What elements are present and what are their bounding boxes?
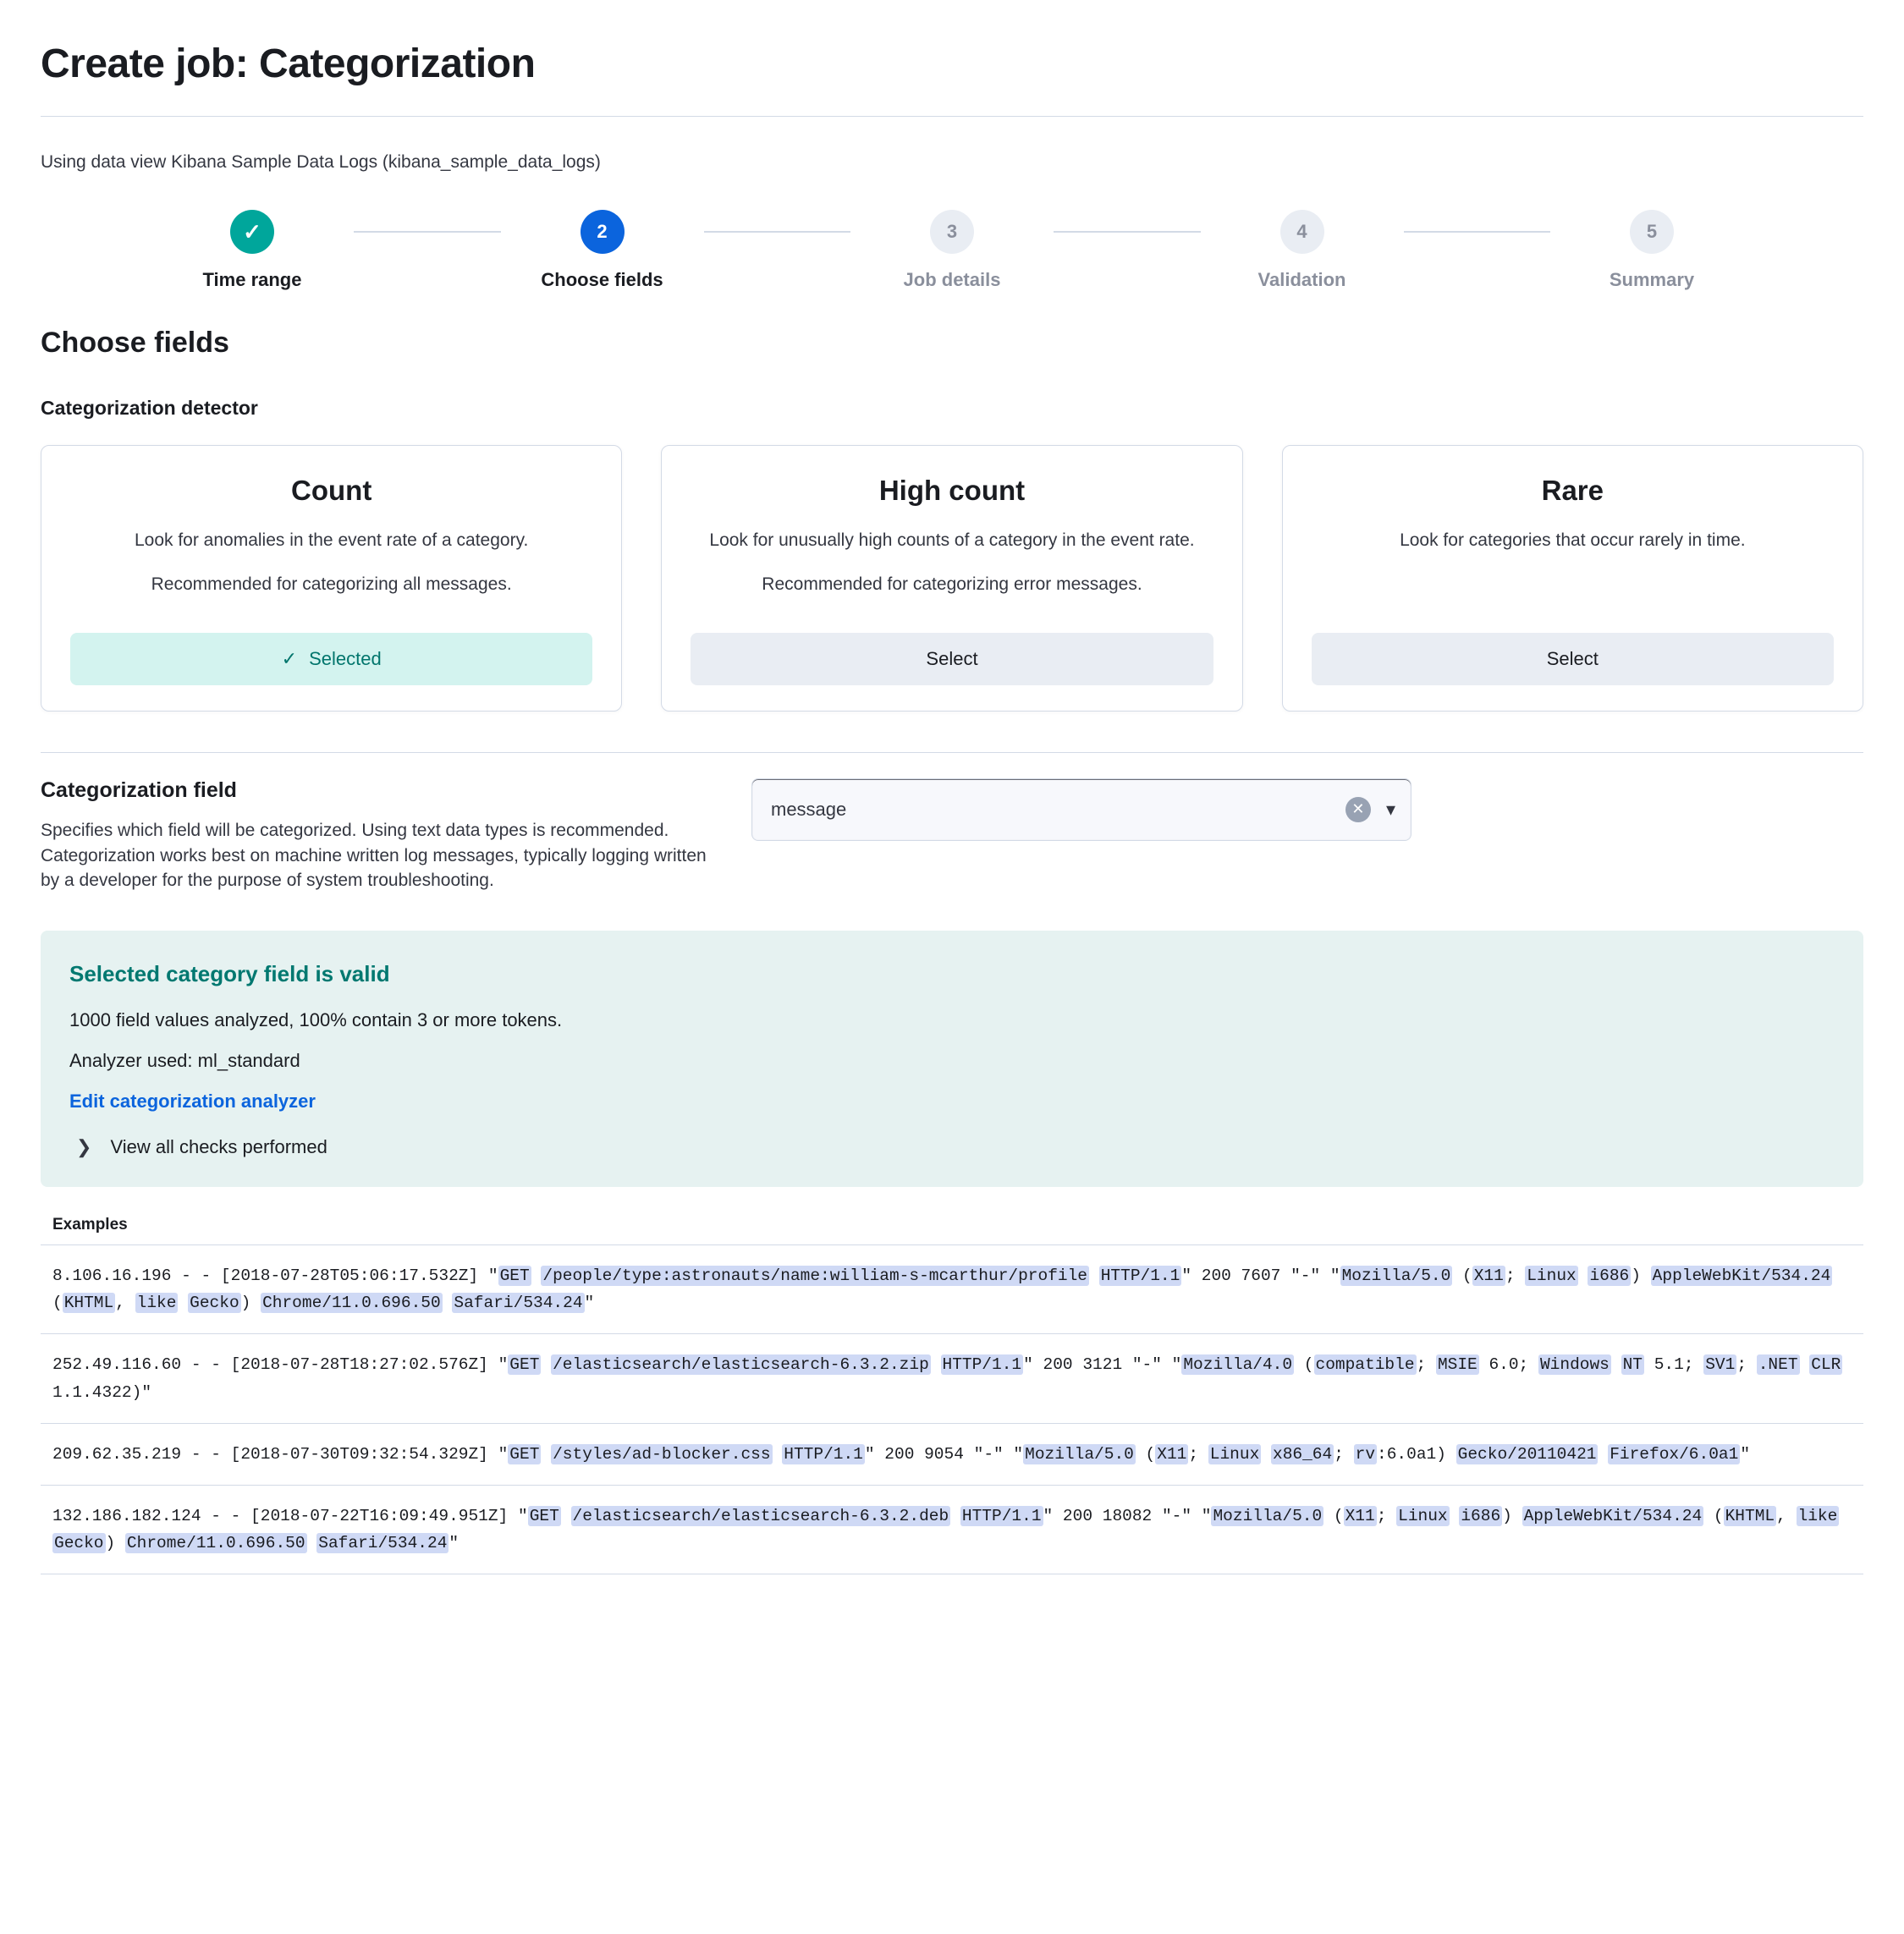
- card-description: Look for unusually high counts of a category in the event rate.: [709, 530, 1195, 550]
- select-count-button-label: Selected: [309, 647, 382, 669]
- categorization-field-help: Specifies which field will be categorized. Using text data types is recommended. Categorization works best on machine written log messages, typically logging written by a developer for the purpose of system troubleshooting.: [41, 820, 707, 891]
- token-highlight: Safari/534.24: [454, 1294, 583, 1313]
- token-plain: [1450, 1507, 1460, 1525]
- card-recommendation: Recommended for categorizing error messages.: [762, 574, 1142, 595]
- token-plain: [178, 1294, 188, 1312]
- token-highlight: GET: [529, 1506, 559, 1525]
- token-plain: ): [240, 1294, 261, 1313]
- token-highlight: Linux: [1209, 1444, 1260, 1464]
- categorization-field-select[interactable]: [751, 778, 1411, 841]
- token-plain: ): [105, 1534, 125, 1553]
- token-highlight: like: [136, 1294, 177, 1313]
- token-plain: (: [1135, 1444, 1156, 1464]
- token-highlight: Gecko: [190, 1294, 239, 1313]
- card-spacer: [1312, 573, 1834, 617]
- token-highlight: GET: [509, 1444, 540, 1464]
- token-highlight: Firefox/6.0a1: [1610, 1444, 1739, 1464]
- stepper-step-label: Time range: [202, 269, 302, 290]
- detector-card-rare[interactable]: [1282, 445, 1863, 712]
- stepper-connector: [1404, 231, 1551, 233]
- token-plain: [1611, 1355, 1621, 1374]
- stepper-connector: [354, 231, 501, 233]
- view-all-checks-label: View all checks performed: [110, 1136, 327, 1158]
- token-plain: :6.0a1): [1377, 1444, 1456, 1464]
- example-row: [41, 1486, 1863, 1574]
- token-highlight: X11: [1345, 1506, 1375, 1525]
- token-plain: ,: [1776, 1506, 1797, 1525]
- token-plain: ): [1502, 1506, 1522, 1525]
- token-plain: ;: [1188, 1444, 1208, 1464]
- token-highlight: Linux: [1527, 1266, 1577, 1286]
- token-plain: ;: [1505, 1266, 1526, 1286]
- token-highlight: Windows: [1539, 1355, 1610, 1375]
- token-plain: [541, 1355, 551, 1374]
- token-plain: (: [52, 1294, 63, 1313]
- token-highlight: Mozilla/5.0: [1025, 1444, 1134, 1464]
- token-plain: [531, 1266, 542, 1285]
- categorization-field-description: [41, 778, 718, 893]
- select-count-button[interactable]: [70, 633, 592, 685]
- token-highlight: KHTML: [1725, 1506, 1775, 1525]
- token-highlight: compatible: [1315, 1355, 1415, 1375]
- step-complete-icon: [230, 210, 274, 254]
- callout-analyzed-line: 1000 field values analyzed, 100% contain 3 or more tokens.: [69, 1009, 563, 1031]
- token-highlight: /styles/ad-blocker.css: [553, 1444, 771, 1464]
- stepper-step-time-range[interactable]: [151, 210, 354, 291]
- stepper-step-summary[interactable]: [1550, 210, 1753, 291]
- token-plain: [1598, 1445, 1608, 1464]
- token-highlight: /elasticsearch/elasticsearch-6.3.2.zip: [553, 1355, 929, 1375]
- categorization-field-row: [41, 778, 1863, 893]
- stepper-step-validation[interactable]: [1201, 210, 1404, 291]
- token-plain: " 200 3121 "-" ": [1023, 1355, 1182, 1375]
- select-high-count-button-label: Select: [926, 647, 978, 669]
- token-plain: ": [584, 1294, 595, 1313]
- token-plain: (: [1452, 1266, 1472, 1286]
- validation-callout: [41, 931, 1863, 1187]
- edit-categorization-analyzer-link[interactable]: Edit categorization analyzer: [69, 1091, 316, 1113]
- token-highlight: HTTP/1.1: [961, 1506, 1042, 1525]
- token-plain: 5.1;: [1644, 1355, 1704, 1375]
- chevron-right-icon: ❯: [76, 1136, 92, 1158]
- token-plain: 1.1.4322)": [52, 1382, 152, 1402]
- data-view-note: Using data view Kibana Sample Data Logs (kibana_sample_data_logs): [41, 152, 601, 172]
- token-highlight: i686: [1461, 1506, 1501, 1525]
- stepper-step-label: Summary: [1609, 269, 1695, 290]
- token-plain: " 200 18082 "-" ": [1043, 1506, 1212, 1525]
- detector-card-list: [41, 445, 1863, 712]
- examples-label: Examples: [52, 1216, 128, 1234]
- examples-table: [41, 1244, 1863, 1574]
- token-plain: ;: [1416, 1355, 1436, 1375]
- detector-card-high-count[interactable]: [661, 445, 1242, 712]
- token-plain: [773, 1445, 783, 1464]
- token-highlight: Mozilla/5.0: [1341, 1266, 1451, 1286]
- card-description: Look for anomalies in the event rate of a category.: [134, 530, 529, 550]
- token-plain: 132.186.182.124 - - [2018-07-22T16:09:49.951Z] ": [52, 1506, 528, 1525]
- token-highlight: Linux: [1398, 1506, 1448, 1525]
- token-plain: 209.62.35.219 - - [2018-07-30T09:32:54.329Z] ": [52, 1444, 509, 1464]
- stepper-step-label: Job details: [903, 269, 1001, 290]
- token-highlight: HTTP/1.1: [942, 1355, 1022, 1375]
- token-plain: (: [1323, 1506, 1344, 1525]
- step-number-badge: 2: [581, 210, 625, 254]
- section-divider: [41, 752, 1863, 753]
- stepper-step-choose-fields[interactable]: [501, 210, 704, 291]
- token-plain: (: [1703, 1506, 1724, 1525]
- token-plain: " 200 9054 "-" ": [864, 1444, 1024, 1464]
- token-highlight: rv: [1355, 1444, 1376, 1464]
- categorization-field-label: Categorization field: [41, 777, 237, 802]
- card-title: Count: [291, 475, 372, 506]
- section-title-choose-fields: Choose fields: [41, 327, 229, 359]
- token-highlight: X11: [1157, 1444, 1187, 1464]
- token-plain: ;: [1376, 1506, 1397, 1525]
- check-icon: ✓: [281, 647, 298, 669]
- token-plain: ;: [1736, 1355, 1757, 1375]
- wizard-stepper: [41, 210, 1863, 291]
- card-title: High count: [878, 475, 1026, 506]
- token-plain: ": [1740, 1444, 1751, 1464]
- step-number-badge: 4: [1280, 210, 1324, 254]
- token-highlight: GET: [499, 1266, 530, 1286]
- token-highlight: Mozilla/5.0: [1213, 1506, 1323, 1525]
- token-highlight: Safari/534.24: [318, 1534, 448, 1553]
- token-highlight: x86_64: [1273, 1444, 1333, 1464]
- example-row: [41, 1245, 1863, 1334]
- step-number-badge: 3: [930, 210, 974, 254]
- token-plain: [1089, 1266, 1099, 1285]
- select-rare-button-label: Select: [1546, 647, 1599, 669]
- card-description: Look for categories that occur rarely in time.: [1400, 530, 1746, 550]
- step-number-badge: 5: [1630, 210, 1674, 254]
- token-highlight: HTTP/1.1: [784, 1444, 863, 1464]
- token-plain: [1578, 1266, 1588, 1285]
- token-plain: [931, 1355, 941, 1374]
- title-divider: [41, 116, 1863, 117]
- token-highlight: i686: [1589, 1266, 1630, 1286]
- callout-title: Selected category field is valid: [69, 961, 390, 987]
- token-highlight: Gecko/20110421: [1457, 1444, 1597, 1464]
- detector-card-count[interactable]: [41, 445, 622, 712]
- token-highlight: /elasticsearch/elasticsearch-6.3.2.deb: [572, 1506, 949, 1525]
- token-highlight: X11: [1473, 1266, 1504, 1286]
- token-plain: 8.106.16.196 - - [2018-07-28T05:06:17.532Z] ": [52, 1266, 498, 1286]
- token-highlight: like: [1797, 1506, 1838, 1525]
- token-highlight: .NET: [1758, 1355, 1798, 1375]
- stepper-connector: [704, 231, 851, 233]
- subsection-title-categorization-detector: Categorization detector: [41, 397, 258, 419]
- stepper-connector: [1054, 231, 1201, 233]
- stepper-step-job-details[interactable]: [850, 210, 1054, 291]
- token-plain: " 200 7607 "-" ": [1181, 1266, 1340, 1286]
- token-plain: ;: [1334, 1444, 1354, 1464]
- view-all-checks-accordion[interactable]: [69, 1136, 1835, 1158]
- token-highlight: MSIE: [1437, 1355, 1478, 1375]
- callout-analyzer-line: Analyzer used: ml_standard: [69, 1050, 300, 1072]
- clear-icon[interactable]: ✕: [1345, 797, 1371, 822]
- token-plain: (: [1294, 1355, 1314, 1375]
- token-highlight: Gecko: [54, 1534, 104, 1553]
- token-highlight: HTTP/1.1: [1100, 1266, 1180, 1286]
- token-plain: ): [1631, 1266, 1651, 1286]
- token-plain: ,: [115, 1294, 135, 1313]
- stepper-step-label: Choose fields: [541, 269, 663, 290]
- token-highlight: KHTML: [63, 1294, 114, 1313]
- token-highlight: Chrome/11.0.696.50: [126, 1534, 305, 1553]
- page-title: Create job: Categorization: [41, 41, 536, 86]
- chevron-down-icon[interactable]: ▾: [1385, 798, 1395, 820]
- select-rare-button[interactable]: [1312, 633, 1834, 685]
- token-plain: [561, 1507, 571, 1525]
- token-plain: [1800, 1355, 1810, 1374]
- token-highlight: Mozilla/4.0: [1183, 1355, 1293, 1375]
- token-highlight: /people/type:astronauts/name:william-s-mcarthur/profile: [542, 1266, 1088, 1286]
- token-plain: 252.49.116.60 - - [2018-07-28T18:27:02.576Z] ": [52, 1355, 509, 1375]
- token-highlight: GET: [509, 1355, 540, 1375]
- token-plain: [443, 1294, 453, 1312]
- token-plain: [950, 1507, 960, 1525]
- card-title: Rare: [1541, 475, 1604, 506]
- token-plain: [1261, 1445, 1271, 1464]
- stepper-step-label: Validation: [1257, 269, 1346, 290]
- token-highlight: SV1: [1705, 1355, 1736, 1375]
- token-highlight: CLR: [1811, 1355, 1841, 1375]
- token-highlight: AppleWebKit/534.24: [1523, 1506, 1703, 1525]
- token-highlight: NT: [1622, 1355, 1643, 1375]
- example-row: [41, 1424, 1863, 1486]
- check-icon: ✓: [243, 219, 261, 244]
- token-plain: ": [448, 1534, 459, 1553]
- token-highlight: AppleWebKit/534.24: [1652, 1266, 1831, 1286]
- example-row: [41, 1334, 1863, 1423]
- token-plain: [307, 1534, 317, 1552]
- token-highlight: Chrome/11.0.696.50: [262, 1294, 441, 1313]
- token-plain: 6.0;: [1478, 1355, 1538, 1375]
- card-recommendation: Recommended for categorizing all messages.: [151, 574, 512, 595]
- token-plain: [541, 1445, 551, 1464]
- select-high-count-button[interactable]: [691, 633, 1213, 685]
- categorization-field-value: message: [771, 798, 847, 820]
